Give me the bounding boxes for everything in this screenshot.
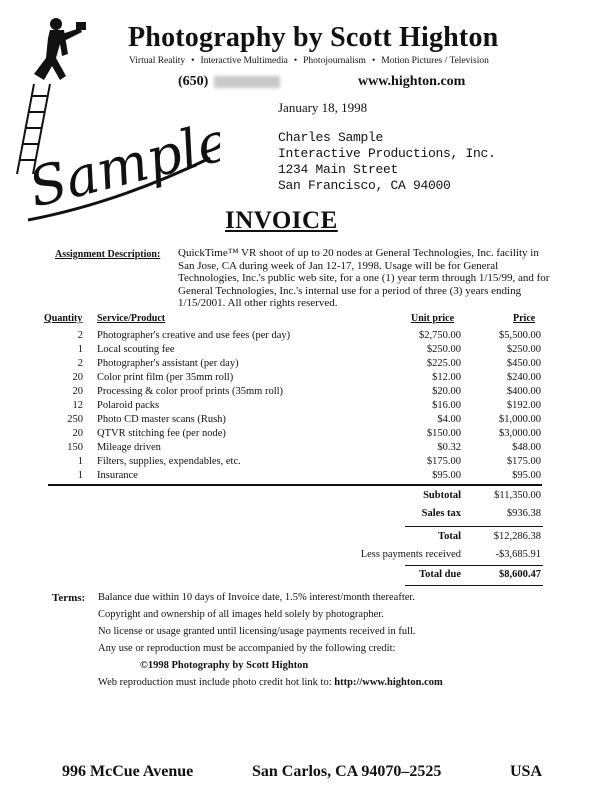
row-unit-price: $225.00	[426, 358, 461, 369]
row-price: $95.00	[512, 470, 541, 481]
row-unit-price: $0.32	[437, 442, 461, 453]
row-service: Filters, supplies, expendables, etc.	[97, 456, 241, 467]
total-due-value: $8,600.47	[499, 569, 541, 580]
recipient-company: Interactive Productions, Inc.	[278, 146, 496, 161]
recipient-name: Charles Sample	[278, 130, 384, 145]
row-unit-price: $12.00	[432, 372, 461, 383]
row-price: $450.00	[506, 358, 541, 369]
table-row	[0, 386, 603, 400]
redacted-phone	[214, 76, 280, 88]
row-quantity: 20	[72, 386, 83, 397]
website: www.highton.com	[358, 74, 466, 89]
row-price: $5,500.00	[499, 330, 541, 341]
phone-number	[178, 74, 280, 90]
credit-line: ©1998 Photography by Scott Highton	[140, 660, 309, 671]
table-row	[0, 400, 603, 414]
row-quantity: 20	[72, 372, 83, 383]
row-quantity: 20	[72, 428, 83, 439]
total-label: Total	[438, 531, 461, 542]
row-price: $240.00	[506, 372, 541, 383]
terms-line: Any use or reproduction must be accompanied by the following credit:	[98, 643, 396, 654]
service-item: Photojournalism	[303, 56, 366, 66]
recipient-street: 1234 Main Street	[278, 162, 399, 177]
row-quantity: 2	[77, 358, 83, 369]
table-row	[0, 470, 603, 484]
web-credit-text: Web reproduction must include photo credit hot link to:	[98, 677, 332, 688]
table-row	[0, 372, 603, 386]
services-line: Virtual Reality • Interactive Multimedia • Photojournalism • Motion Pictures / Television	[129, 56, 489, 66]
row-unit-price: $16.00	[432, 400, 461, 411]
row-quantity: 1	[77, 344, 83, 355]
col-header-quantity: Quantity	[44, 313, 83, 324]
footer-country: USA	[510, 763, 543, 780]
total-value: $12,286.38	[493, 531, 541, 542]
row-unit-price: $250.00	[426, 344, 461, 355]
payments-value: -$3,685.91	[495, 549, 541, 560]
row-price: $175.00	[506, 456, 541, 467]
terms-label: Terms:	[52, 592, 86, 604]
table-row	[0, 456, 603, 470]
table-row	[0, 344, 603, 358]
total-due-label: Total due	[419, 569, 461, 580]
service-item: Interactive Multimedia	[200, 56, 288, 66]
subtotal-value: $11,350.00	[494, 490, 541, 501]
row-price: $48.00	[512, 442, 541, 453]
row-service: Insurance	[97, 470, 138, 481]
table-row	[0, 428, 603, 442]
totals-divider	[405, 526, 543, 527]
row-unit-price: $95.00	[432, 470, 461, 481]
due-divider-bottom	[405, 585, 543, 586]
phone-area-code: (650)	[178, 74, 209, 89]
row-service: Photo CD master scans (Rush)	[97, 414, 226, 425]
service-item: Virtual Reality	[129, 56, 186, 66]
payments-label: Less payments received	[360, 549, 461, 560]
row-service: Processing & color proof prints (35mm roll)	[97, 386, 284, 397]
row-service: Mileage driven	[97, 442, 161, 453]
due-divider-top	[405, 565, 543, 566]
footer-street: 996 McCue Avenue	[62, 763, 194, 780]
web-credit-line	[98, 677, 443, 688]
row-unit-price: $175.00	[426, 456, 461, 467]
row-price: $400.00	[506, 386, 541, 397]
terms-line: Balance due within 10 days of Invoice date, 1.5% interest/month thereafter.	[98, 592, 415, 603]
row-quantity: 250	[67, 414, 83, 425]
row-quantity: 2	[77, 330, 83, 341]
row-quantity: 1	[77, 456, 83, 467]
invoice-heading: INVOICE	[225, 207, 338, 234]
row-unit-price: $2,750.00	[419, 330, 461, 341]
row-service: Color print film (per 35mm roll)	[97, 372, 234, 383]
col-header-unit-price: Unit price	[411, 313, 455, 324]
terms-line: No license or usage granted until licensing/usage payments received in full.	[98, 626, 416, 637]
recipient-city: San Francisco, CA 94000	[278, 178, 451, 193]
row-quantity: 150	[67, 442, 83, 453]
web-credit-link: http://www.highton.com	[334, 677, 443, 688]
sales-tax-value: $936.38	[506, 508, 541, 519]
row-price: $192.00	[506, 400, 541, 411]
table-row	[0, 414, 603, 428]
sales-tax-label: Sales tax	[421, 508, 461, 519]
row-unit-price: $4.00	[437, 414, 461, 425]
row-price: $3,000.00	[499, 428, 541, 439]
table-row	[0, 358, 603, 372]
terms-line: Copyright and ownership of all images held solely by photographer.	[98, 609, 384, 620]
sample-stamp	[20, 118, 220, 228]
row-quantity: 12	[72, 400, 83, 411]
footer-city: San Carlos, CA 94070–2525	[252, 763, 442, 780]
row-service: QTVR stitching fee (per node)	[97, 428, 226, 439]
assignment-description: QuickTime™ VR shoot of up to 20 nodes at General Technologies, Inc. facility in San Jose, CA during week of Jan 12-17, 1998. Usage will be for General Technologies, Inc.'s public web site, for a one (1) year term through 1/15/99, and for General Technologies, Inc.'s internal use for a period of three (3) years ending 1/15/2001. All other rights reserved.	[178, 247, 550, 309]
row-price: $250.00	[506, 344, 541, 355]
row-service: Local scouting fee	[97, 344, 175, 355]
row-service: Photographer's creative and use fees (per day)	[97, 330, 291, 341]
service-item: Motion Pictures / Television	[381, 56, 489, 66]
col-header-service: Service/Product	[97, 313, 166, 324]
table-divider	[48, 484, 542, 486]
assignment-label: Assignment Description:	[55, 249, 161, 260]
table-row	[0, 442, 603, 456]
table-row	[0, 330, 603, 344]
row-quantity: 1	[77, 470, 83, 481]
row-service: Photographer's assistant (per day)	[97, 358, 239, 369]
row-service: Polaroid packs	[97, 400, 160, 411]
subtotal-label: Subtotal	[423, 490, 461, 501]
row-unit-price: $20.00	[432, 386, 461, 397]
row-unit-price: $150.00	[426, 428, 461, 439]
sample-stamp-text: Sample	[22, 118, 220, 220]
company-title: Photography by Scott Highton	[128, 22, 499, 53]
row-price: $1,000.00	[499, 414, 541, 425]
invoice-date: January 18, 1998	[278, 100, 368, 115]
col-header-price: Price	[513, 313, 536, 324]
